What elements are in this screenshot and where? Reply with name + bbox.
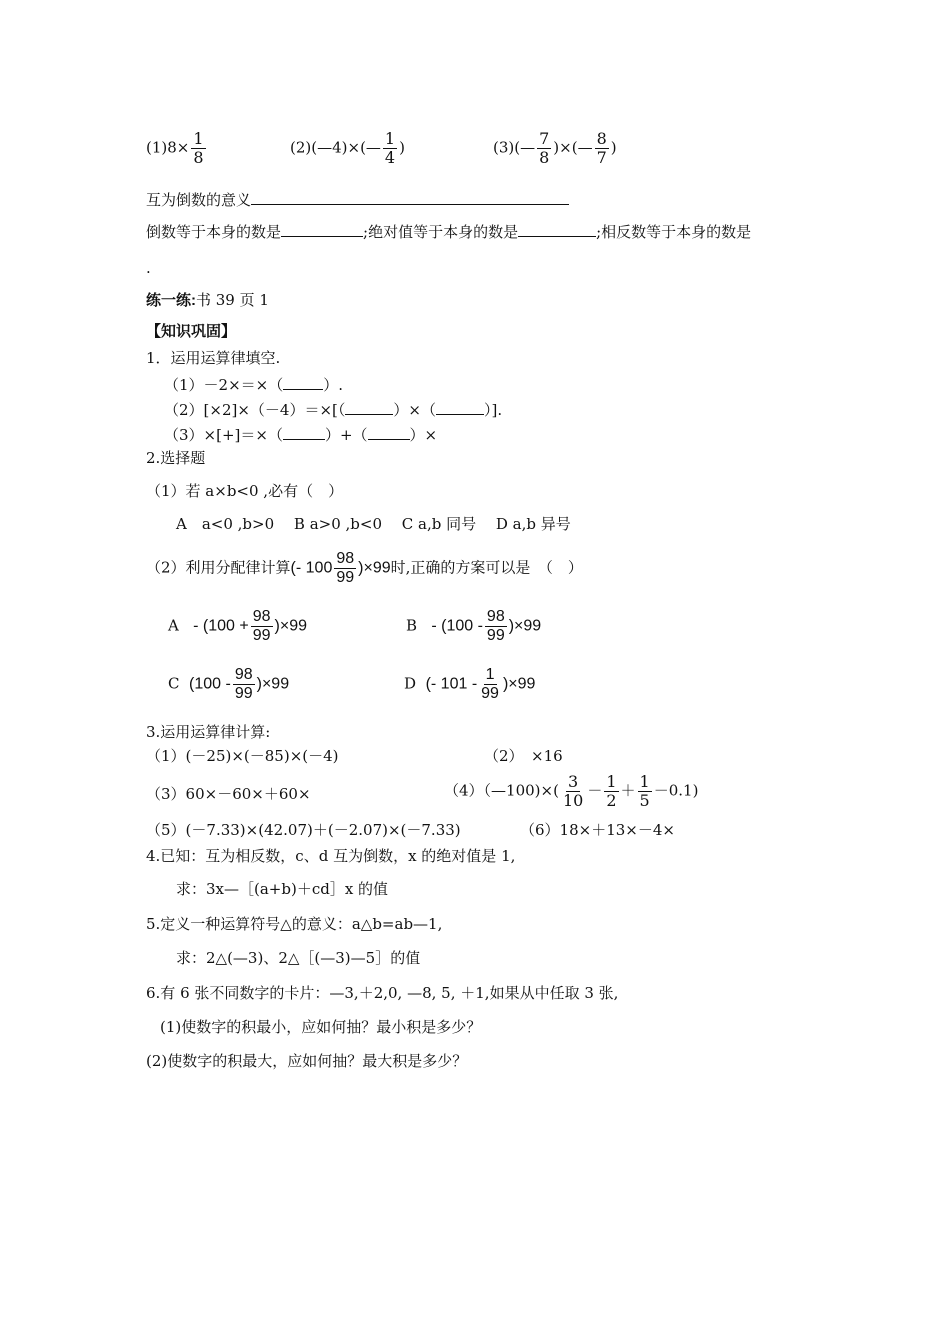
q1-line1: （1）－2×＝×（ ）. xyxy=(164,373,343,395)
q2-option-b: B - (100 - $\frac{98}{99}$ )×99 xyxy=(406,608,542,644)
q4-title: 4.已知：互为相反数，c、d 互为倒数，x 的绝对值是 1, xyxy=(146,847,516,865)
q3-part1: （1）(－25)×(－85)×(－4) xyxy=(146,747,339,765)
q1-line3: （3）×[+]＝×（ ）+（ ）× xyxy=(164,423,437,445)
section-title: 【知识巩固】 xyxy=(146,323,237,340)
q3-part3: （3）60×－60×＋60× xyxy=(146,785,311,803)
q3-title: 3.运用运算律计算: xyxy=(146,723,271,741)
trailing-dot: . xyxy=(146,259,151,277)
q2-sub1-options: A a<0 ,b>0 B a>0 ,b<0 C a,b 同号 D a,b 异号 xyxy=(176,515,571,533)
q5-title: 5.定义一种运算符号△的意义：a△b=ab—1, xyxy=(146,915,443,933)
q2-title: 2.选择题 xyxy=(146,449,206,467)
expr-2: (2)(—4)×(— $\frac{1}{4}$ ) xyxy=(290,129,405,167)
q3-part6: （6）18×＋13×－4× xyxy=(520,821,675,839)
q2-sub1: （1）若 a×b<0 ,必有（ ） xyxy=(146,482,344,500)
q6-sub1: (1)使数字的积最小，应如何抽？最小积是多少？ xyxy=(160,1018,482,1036)
q2-option-a: A - (100 + $\frac{98}{99}$ )×99 xyxy=(168,608,308,644)
q6-title: 6.有 6 张不同数字的卡片：—3,＋2,0, —8, 5, ＋1,如果从中任取 3 张, xyxy=(146,984,619,1002)
q3-part2: （2） ×16 xyxy=(484,747,563,765)
expr-3: (3)(— $\frac{7}{8}$ )×(— $\frac{8}{7}$ ) xyxy=(493,129,617,167)
expr-1: (1)8× $\frac{1}{8}$ xyxy=(146,129,204,167)
q4-ask: 求：3x—［(a+b)＋cd］x 的值 xyxy=(176,880,389,898)
same-number-question: 倒数等于本身的数是 ;绝对值等于本身的数是 ;相反数等于本身的数是 xyxy=(146,220,751,242)
q3-part4: （4）（—100)×( $\frac{3}{10}$ － $\frac{1}{2}$ ＋ $\frac{1}{5}$ －0.1) xyxy=(444,772,699,810)
q3-part5: （5）(－7.33)×(42.07)＋(－2.07)×(－7.33) xyxy=(146,821,461,839)
q2-option-d: D (- 101 - $\frac{1}{99}$ )×99 xyxy=(404,666,536,702)
q1-title: 1．运用运算律填空. xyxy=(146,349,281,367)
q6-sub2: (2)使数字的积最大，应如何抽？最大积是多少？ xyxy=(146,1052,468,1070)
practice-line: 练一练:书 39 页 1 xyxy=(146,291,269,309)
q5-ask: 求：2△(—3)、2△［(—3)—5］的值 xyxy=(176,949,421,967)
q1-line2: （2）[×2]×（－4）＝×[（ ）×（ ）]. xyxy=(164,398,502,420)
reciprocal-meaning: 互为倒数的意义 xyxy=(146,188,569,210)
q2-option-c: C (100 - $\frac{98}{99}$ )×99 xyxy=(168,666,290,702)
q2-sub2: （2）利用分配律计算(- 100 $\frac{98}{99}$ )×99时,正确的方案可以是 （ ） xyxy=(146,550,583,586)
